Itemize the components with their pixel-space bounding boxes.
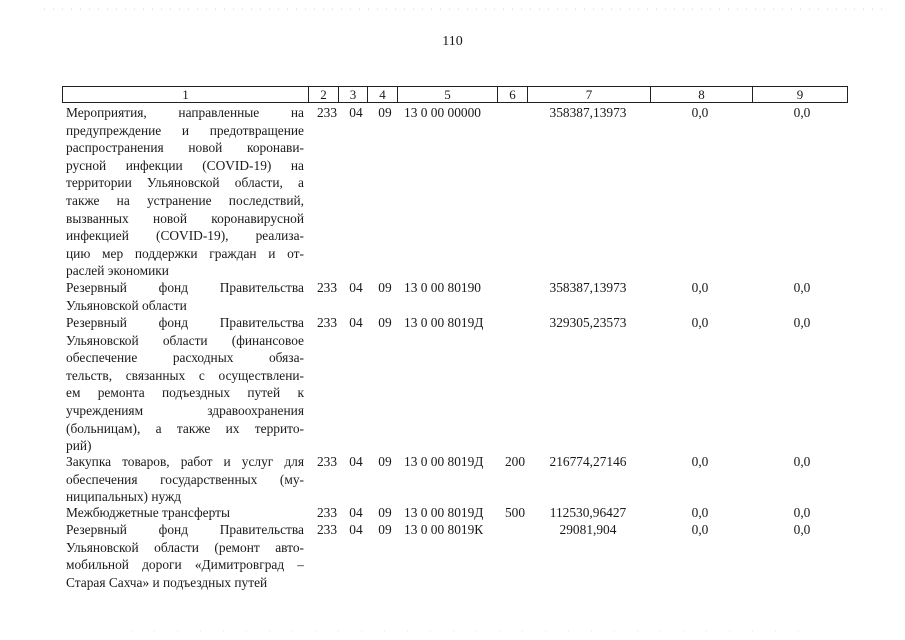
row-name — [66, 453, 304, 506]
cell-col-8: 0,0 — [691, 522, 709, 537]
row-name-line: Резервный фонд Правительства — [66, 280, 304, 295]
header-col-4: 4 — [368, 87, 398, 102]
row-name-line: Резервный фонд Правительства — [66, 315, 304, 330]
cell-col-3: 04 — [349, 454, 363, 469]
cell-col-7: 112530,96427 — [549, 505, 627, 520]
cell-col-9: 0,0 — [793, 522, 811, 537]
cell-col-3: 04 — [349, 315, 363, 330]
cell-col-4: 09 — [378, 280, 392, 295]
scan-artifact-bottom — [120, 630, 800, 632]
row-name-line: ем ремонта подъездных путей к — [66, 385, 304, 401]
cell-col-8: 0,0 — [691, 105, 709, 120]
row-name-line: также на устранение последствий, — [66, 192, 304, 208]
cell-col-9: 0,0 — [793, 505, 811, 520]
row-name — [66, 314, 304, 455]
row-name-line: Старая Сахча» и подъездных путей — [66, 574, 268, 590]
table-header — [62, 86, 848, 103]
row-name-line: территории Ульяновской области, а — [66, 175, 304, 191]
row-name-line: предупреждение и предотвращение — [66, 122, 304, 138]
cell-col-3: 04 — [349, 280, 363, 295]
cell-col-3: 04 — [349, 105, 363, 120]
cell-col-7: 358387,13973 — [549, 105, 627, 120]
row-name-line: вызванных новой коронавирусной — [66, 210, 304, 226]
cell-col-5: 13 0 00 8019Д — [404, 454, 484, 469]
row-name-line: тельств, связанных с осуществлени- — [66, 367, 304, 383]
row-name-line: (больницам), а также их террито- — [66, 420, 304, 436]
cell-col-2: 233 — [316, 454, 338, 469]
cell-col-9: 0,0 — [793, 280, 811, 295]
cell-col-2: 233 — [316, 315, 338, 330]
cell-col-9: 0,0 — [793, 105, 811, 120]
row-name-line: учреждениям здравоохранения — [66, 402, 304, 418]
cell-col-8: 0,0 — [691, 454, 709, 469]
cell-col-3: 04 — [349, 505, 363, 520]
header-col-1: 1 — [63, 87, 309, 102]
row-name-line: Межбюджетные трансферты — [66, 505, 230, 520]
cell-col-7: 329305,23573 — [549, 315, 627, 330]
header-col-8: 8 — [651, 87, 753, 102]
row-name — [66, 104, 304, 280]
row-name — [66, 279, 304, 314]
cell-col-2: 233 — [316, 105, 338, 120]
cell-col-4: 09 — [378, 505, 392, 520]
cell-col-4: 09 — [378, 315, 392, 330]
row-name-line: Ульяновской области (финансовое — [66, 332, 304, 348]
row-name-line: обеспечения государственных (му- — [66, 471, 304, 487]
header-col-5: 5 — [398, 87, 498, 102]
header-col-2: 2 — [309, 87, 339, 102]
cell-col-8: 0,0 — [691, 280, 709, 295]
cell-col-6: 200 — [504, 454, 526, 469]
row-name-line: инфекцией (COVID-19), реализа- — [66, 228, 304, 244]
cell-col-2: 233 — [316, 505, 338, 520]
row-name-line: обеспечение расходных обяза- — [66, 350, 304, 366]
row-name-line: распространения новой коронави- — [66, 140, 304, 156]
row-name-line: русной инфекции (COVID-19) на — [66, 157, 304, 173]
header-col-9: 9 — [796, 87, 804, 102]
row-name-line: Закупка товаров, работ и услуг для — [66, 454, 304, 469]
cell-col-7: 29081,904 — [559, 522, 617, 537]
cell-col-8: 0,0 — [691, 505, 709, 520]
page-number: 110 — [442, 34, 463, 49]
cell-col-2: 233 — [316, 522, 338, 537]
header-col-3: 3 — [339, 87, 368, 102]
cell-col-6: 500 — [504, 505, 526, 520]
cell-col-7: 216774,27146 — [549, 454, 627, 469]
row-name-line: раслей экономики — [66, 263, 169, 279]
scan-artifact-top — [40, 8, 890, 10]
row-name-line: Резервный фонд Правительства — [66, 522, 304, 537]
row-name — [66, 504, 304, 522]
cell-col-5: 13 0 00 8019Д — [404, 315, 484, 330]
cell-col-4: 09 — [378, 105, 392, 120]
cell-col-4: 09 — [378, 454, 392, 469]
cell-col-5: 13 0 00 80190 — [404, 280, 481, 295]
cell-col-5: 13 0 00 8019К — [404, 522, 484, 537]
cell-col-7: 358387,13973 — [549, 280, 627, 295]
header-col-6: 6 — [498, 87, 528, 102]
cell-col-9: 0,0 — [793, 454, 811, 469]
row-name-line: цию мер поддержки граждан и от- — [66, 245, 304, 261]
row-name-line: Ульяновской области (ремонт авто- — [66, 539, 304, 555]
row-name-line: ниципальных) нужд — [66, 489, 182, 505]
header-col-7: 7 — [528, 87, 651, 102]
row-name — [66, 521, 304, 591]
row-name-line: мобильной дороги «Димитровград – — [66, 557, 304, 573]
cell-col-8: 0,0 — [691, 315, 709, 330]
row-name-line: Ульяновской области — [66, 297, 187, 313]
cell-col-5: 13 0 00 00000 — [404, 105, 481, 120]
cell-col-9: 0,0 — [793, 315, 811, 330]
row-name-line: рий) — [66, 438, 92, 454]
row-name-line: Мероприятия, направленные на — [66, 105, 304, 120]
cell-col-5: 13 0 00 8019Д — [404, 505, 484, 520]
cell-col-4: 09 — [378, 522, 392, 537]
cell-col-2: 233 — [316, 280, 338, 295]
cell-col-3: 04 — [349, 522, 363, 537]
